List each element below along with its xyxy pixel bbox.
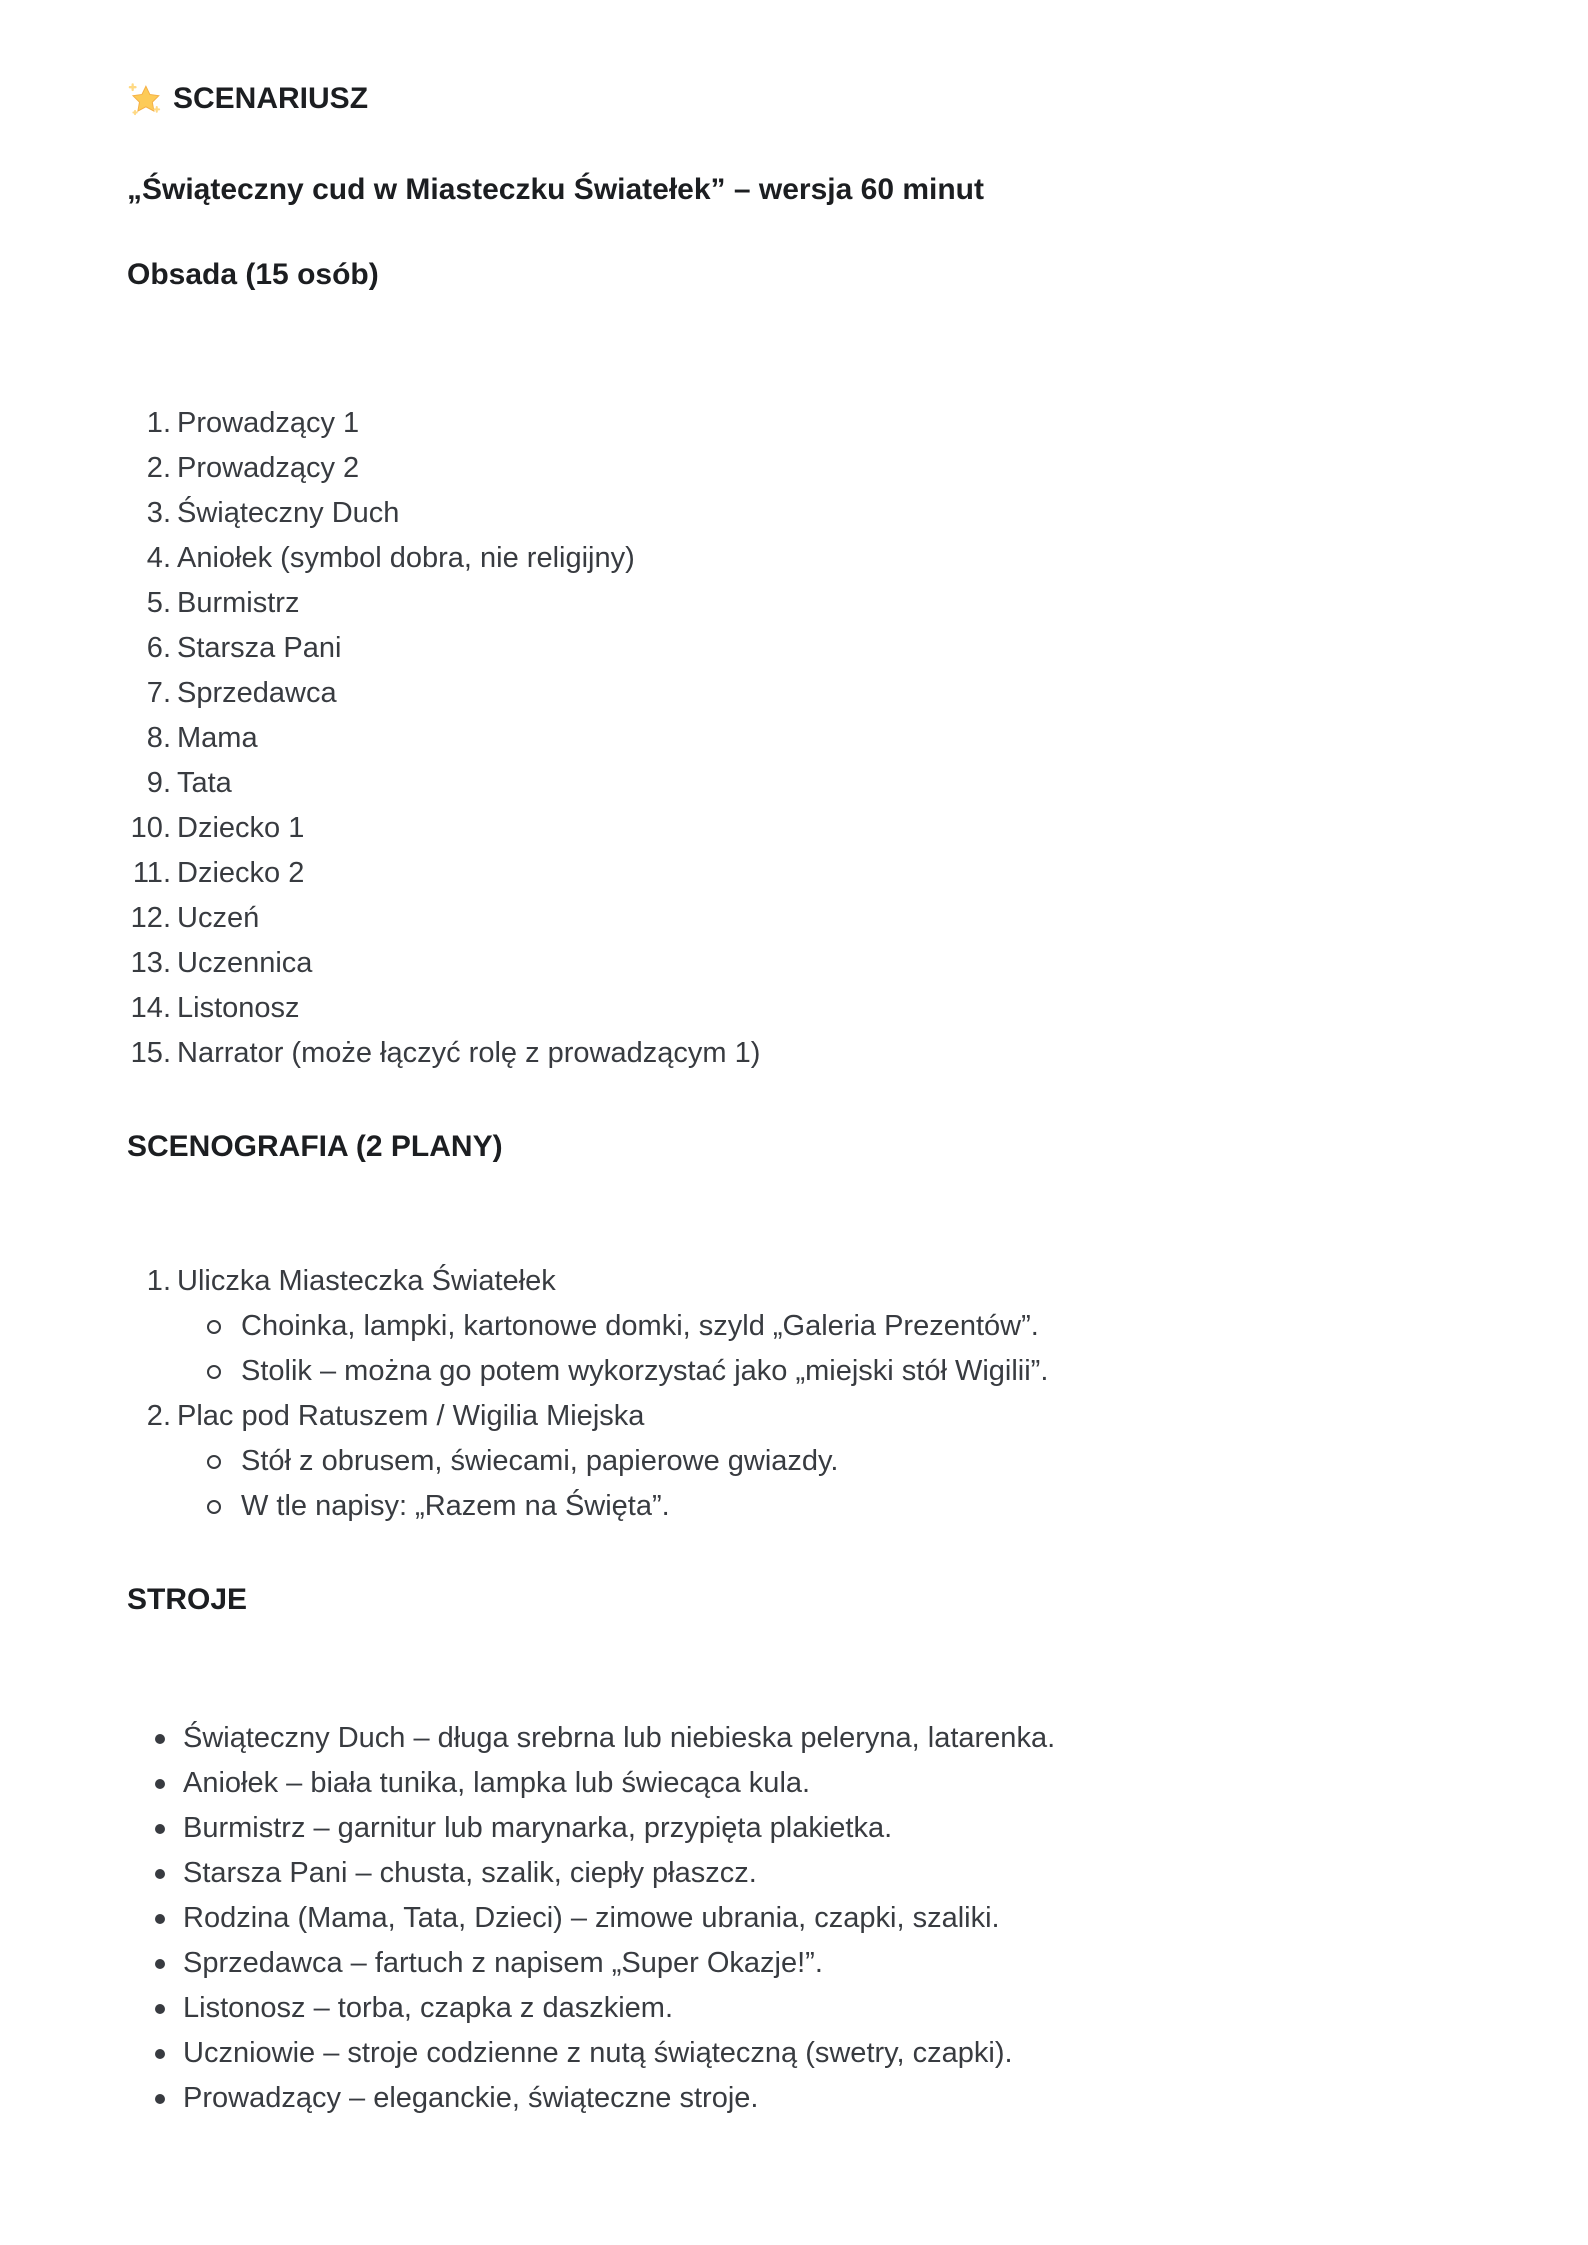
costumes-list (127, 1716, 1468, 2121)
cast-item: Uczeń (177, 902, 260, 934)
scenography-subitem: W tle napisy: „Razem na Święta”. (177, 1484, 1468, 1529)
script-title: „Świąteczny cud w Miasteczku Światełek” – wersja 60 minut (127, 173, 984, 206)
costume-item: Prowadzący – eleganckie, świąteczne stroje. (127, 2076, 1468, 2121)
costume-item: Uczniowie – stroje codzienne z nutą świąteczną (swetry, czapki). (127, 2031, 1468, 2076)
scenography-heading: SCENOGRAFIA (2 PLANY) (127, 1130, 503, 1163)
cast-item: Listonosz (177, 992, 300, 1024)
scenography-item-label: Plac pod Ratuszem / Wigilia Miejska (177, 1400, 645, 1432)
cast-item: Tata (177, 767, 232, 799)
scenography-list (127, 1259, 1468, 1529)
costume-item: Rodzina (Mama, Tata, Dzieci) – zimowe ubrania, czapki, szaliki. (127, 1896, 1468, 1941)
glowing-star-icon (127, 82, 161, 116)
cast-item: Aniołek (symbol dobra, nie religijny) (177, 542, 635, 574)
cast-item: Prowadzący 2 (177, 452, 360, 484)
cast-list (127, 401, 1468, 1076)
document-heading-label: SCENARIUSZ (173, 82, 369, 115)
scenography-sublist (177, 1439, 1468, 1529)
cast-item: Prowadzący 1 (177, 407, 360, 439)
cast-heading: Obsada (15 osób) (127, 258, 379, 291)
cast-item: Starsza Pani (177, 632, 342, 664)
cast-item: Dziecko 2 (177, 857, 305, 889)
costume-item: Burmistrz – garnitur lub marynarka, przypięta plakietka. (127, 1806, 1468, 1851)
cast-item: Narrator (może łączyć rolę z prowadzącym 1) (177, 1037, 761, 1069)
costume-item: Listonosz – torba, czapka z daszkiem. (127, 1986, 1468, 2031)
scenography-item (127, 1259, 1468, 1394)
cast-item: Uczennica (177, 947, 313, 979)
cast-item: Burmistrz (177, 587, 300, 619)
scenography-item-label: Uliczka Miasteczka Światełek (177, 1265, 556, 1297)
scenography-sublist (177, 1304, 1468, 1394)
cast-item: Dziecko 1 (177, 812, 305, 844)
cast-item: Mama (177, 722, 258, 754)
scenography-subitem: Stół z obrusem, świecami, papierowe gwiazdy. (177, 1439, 1468, 1484)
cast-item: Sprzedawca (177, 677, 337, 709)
costume-item: Aniołek – biała tunika, lampka lub świecąca kula. (127, 1761, 1468, 1806)
scenography-item (127, 1394, 1468, 1529)
cast-item: Świąteczny Duch (177, 497, 400, 529)
scenography-subitem: Choinka, lampki, kartonowe domki, szyld „Galeria Prezentów”. (177, 1304, 1468, 1349)
costume-item: Starsza Pani – chusta, szalik, ciepły płaszcz. (127, 1851, 1468, 1896)
costume-item: Świąteczny Duch – długa srebrna lub niebieska peleryna, latarenka. (127, 1716, 1468, 1761)
scenography-subitem: Stolik – można go potem wykorzystać jako „miejski stół Wigilii”. (177, 1349, 1468, 1394)
costume-item: Sprzedawca – fartuch z napisem „Super Okazje!”. (127, 1941, 1468, 1986)
document-heading (127, 76, 1468, 121)
costumes-heading: STROJE (127, 1583, 248, 1616)
